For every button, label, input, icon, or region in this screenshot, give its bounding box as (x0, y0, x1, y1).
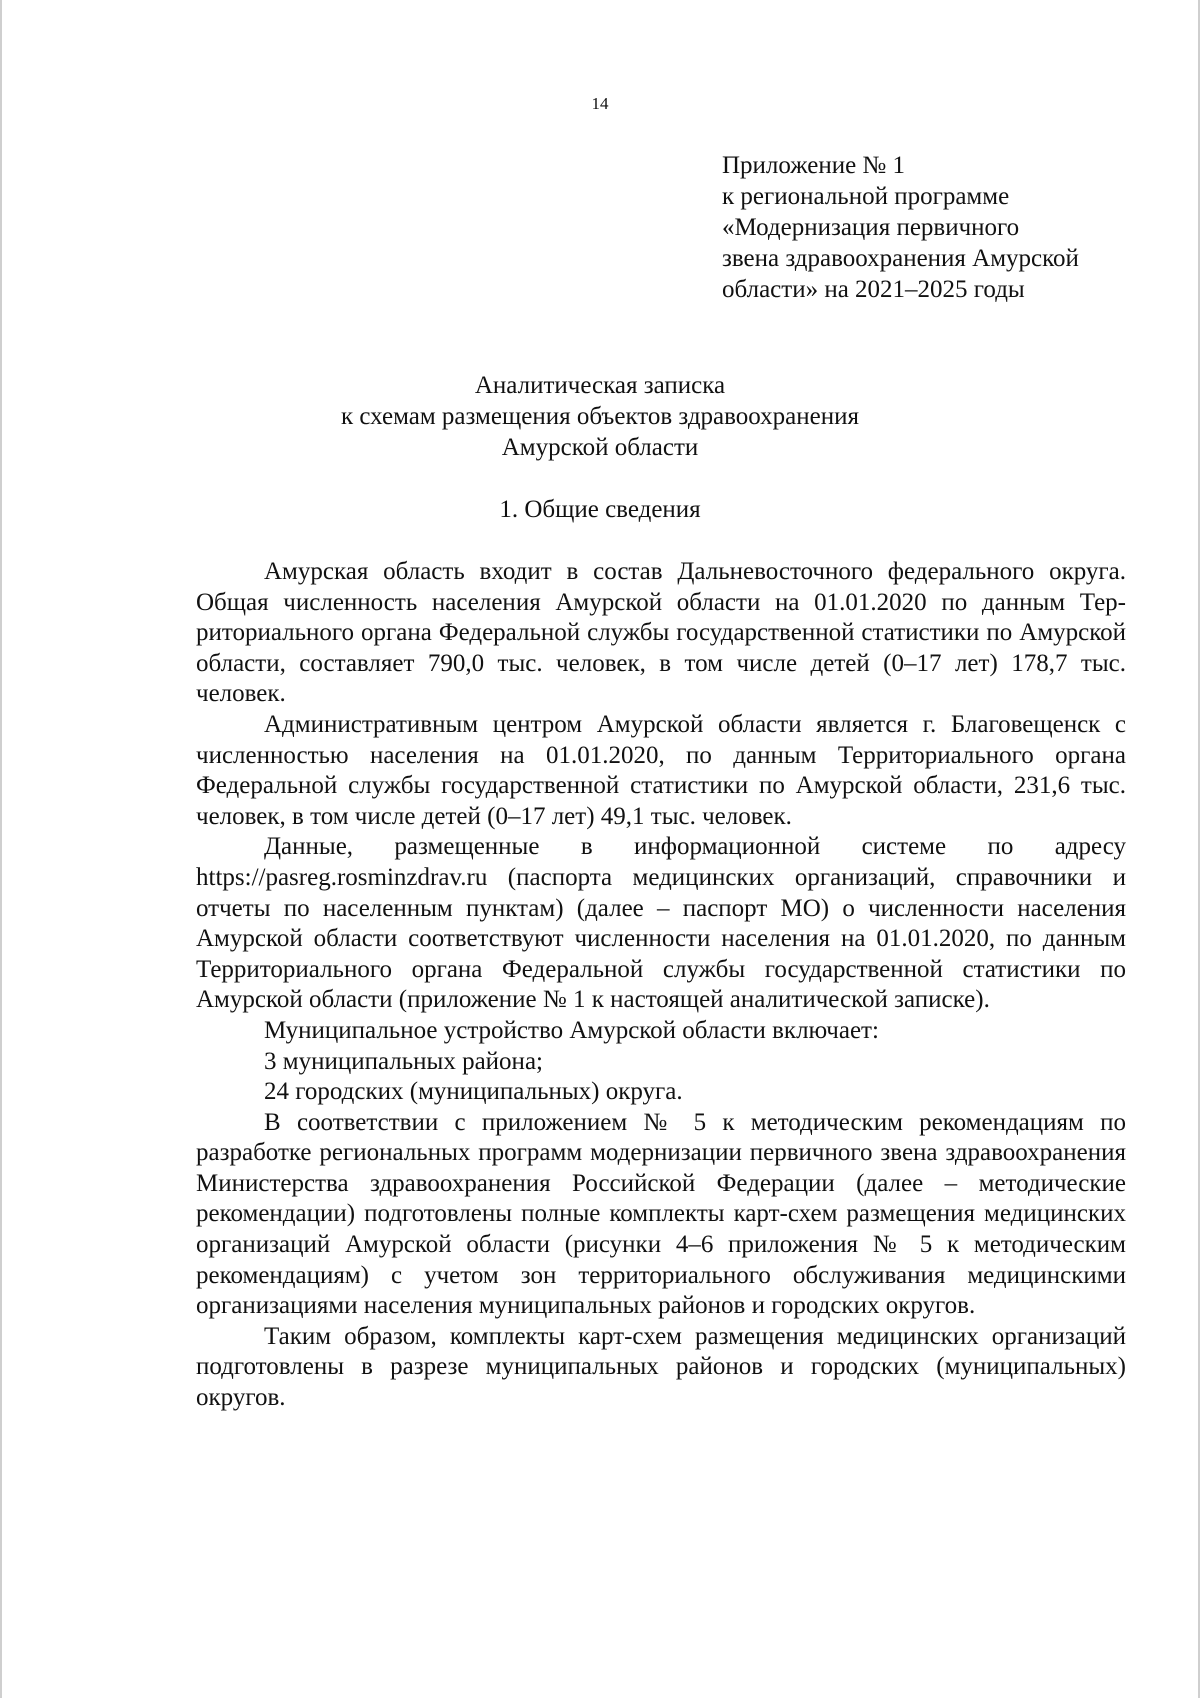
appendix-line: «Модернизация первичного (722, 214, 1020, 241)
appendix-line: Приложение № 1 (722, 152, 906, 179)
title-line: к схемам размещения объектов здравоохранения (340, 403, 859, 430)
title-line: Амурской области (501, 434, 699, 461)
appendix-line: области» на 2021–2025 годы (722, 276, 1025, 303)
paragraph: Муниципальное устройство Амурской области включает: (264, 1016, 879, 1044)
paragraph: Таким образом, комплекты карт-схем размещения медицинских организаций подготовлены в разрезе муниципальных районов и городских (муниципальных) округов. (196, 1322, 1126, 1412)
document-title (0, 370, 1200, 463)
paragraph: Амурская область входит в состав Дальневосточного федерального округа. Общая численность населения Амурской области на 01.01.2020 по данным Территориального органа Федеральной службы государственной статистики по Амурской области, составляет 790,0 тыс. человек, в том числе детей (0–17 лет) 178,7 тыс. человек. (196, 558, 1126, 708)
appendix-note (722, 150, 1122, 305)
paragraph: В соответствии с приложением № 5 к методическим рекомендациям по разработке региональных программ модернизации первичного звена здравоохранения Министерства здравоохранения Российской Федерации (далее – методические рекомендации) подготовлены полные комплекты карт-схем размещения медицинских организаций Амурской области (рисунки 4–6 приложения № 5 к методическим рекомендациям) с учетом зон территориального обслуживания медицинскими организациями населения муниципальных районов и городских округов. (196, 1108, 1126, 1320)
section-heading: 1. Общие сведения (499, 496, 701, 523)
appendix-line: к региональной программе (722, 183, 1010, 210)
list-item: 24 городских (муниципальных) округа. (264, 1078, 683, 1106)
paragraph: Административным центром Амурской области является г. Благовещенск с численностью населения на 01.01.2020, по данным Территориального органа Федеральной службы государственной статистики по Амурской области, 231,6 тыс. человек, в том числе детей (0–17 лет) 49,1 тыс. человек. (196, 710, 1126, 830)
appendix-line: звена здравоохранения Амурской (722, 245, 1079, 272)
body-text (196, 557, 1126, 1414)
paragraph: Данные, размещенные в информационной системе по адресу https://pasreg.rosminzdrav.ru (паспорта медицинских организаций, справочники и отчеты по населенным пунктам) (далее – паспорт МО) о численности населения Амурской области соответствуют численности населения на 01.01.2020, по данным Территориального органа Федеральной службы государственной статистики по Амурской области (приложение № 1 к настоящей аналитической записке). (196, 833, 1126, 1014)
title-line: Аналитическая записка (474, 372, 726, 399)
list-item: 3 муниципальных района; (264, 1047, 543, 1075)
page-number: 14 (591, 94, 609, 113)
page-edge-left (0, 0, 2, 1698)
